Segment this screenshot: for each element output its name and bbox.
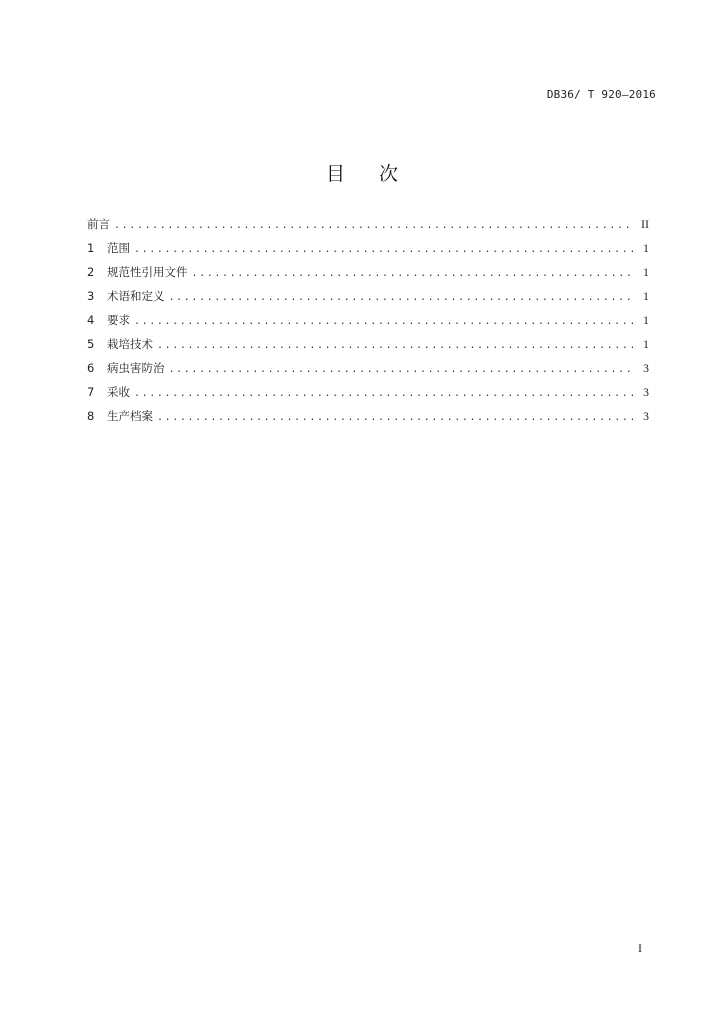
toc-entry-page: 3: [643, 385, 649, 399]
toc-entry-label: 栽培技术: [107, 337, 153, 351]
document-code: DB36/ T 920—2016: [546, 88, 656, 101]
toc-entry-label: 采收: [107, 385, 130, 399]
toc-dot-leader: [157, 411, 633, 425]
toc-dot-leader: [114, 219, 633, 233]
page-number: I: [638, 941, 642, 955]
toc-entry-page: 1: [643, 313, 649, 327]
toc-entry-page: 1: [643, 265, 649, 279]
toc-dot-leader: [169, 363, 634, 377]
toc-entry-foreword[interactable]: [87, 217, 649, 241]
toc-entry-scope[interactable]: [87, 241, 649, 265]
toc-dot-leader: [169, 291, 634, 305]
toc-entry-terms-definitions[interactable]: [87, 289, 649, 313]
toc-entry-page: 3: [643, 361, 649, 375]
toc-entry-number: 1: [87, 241, 95, 255]
toc-entry-number: 2: [87, 265, 95, 279]
toc-entry-page: 1: [643, 289, 649, 303]
toc-entry-label: 生产档案: [107, 409, 153, 423]
toc-entry-page: II: [641, 217, 649, 231]
toc-entry-cultivation[interactable]: [87, 337, 649, 361]
toc-entry-label: 前言: [87, 217, 110, 231]
toc-entry-label: 规范性引用文件: [107, 265, 188, 279]
table-of-contents: [87, 217, 649, 433]
toc-dot-leader: [192, 267, 634, 281]
page-title: 目次: [325, 163, 432, 185]
toc-entry-label: 病虫害防治: [107, 361, 165, 375]
toc-entry-pest-control[interactable]: [87, 361, 649, 385]
toc-entry-label: 术语和定义: [107, 289, 165, 303]
toc-entry-number: 7: [87, 385, 95, 399]
toc-entry-label: 范围: [107, 241, 130, 255]
toc-entry-harvest[interactable]: [87, 385, 649, 409]
toc-entry-production-records[interactable]: [87, 409, 649, 433]
toc-entry-page: 1: [643, 337, 649, 351]
toc-entry-normative-references[interactable]: [87, 265, 649, 289]
toc-entry-label: 要求: [107, 313, 130, 327]
toc-dot-leader: [134, 315, 633, 329]
toc-dot-leader: [157, 339, 633, 353]
toc-entry-number: 3: [87, 289, 95, 303]
toc-dot-leader: [134, 387, 633, 401]
toc-entry-page: 3: [643, 409, 649, 423]
toc-entry-page: 1: [643, 241, 649, 255]
toc-entry-number: 4: [87, 313, 95, 327]
toc-entry-number: 5: [87, 337, 95, 351]
toc-entry-number: 8: [87, 409, 95, 423]
toc-entry-number: 6: [87, 361, 95, 375]
toc-dot-leader: [134, 243, 633, 257]
toc-entry-requirements[interactable]: [87, 313, 649, 337]
